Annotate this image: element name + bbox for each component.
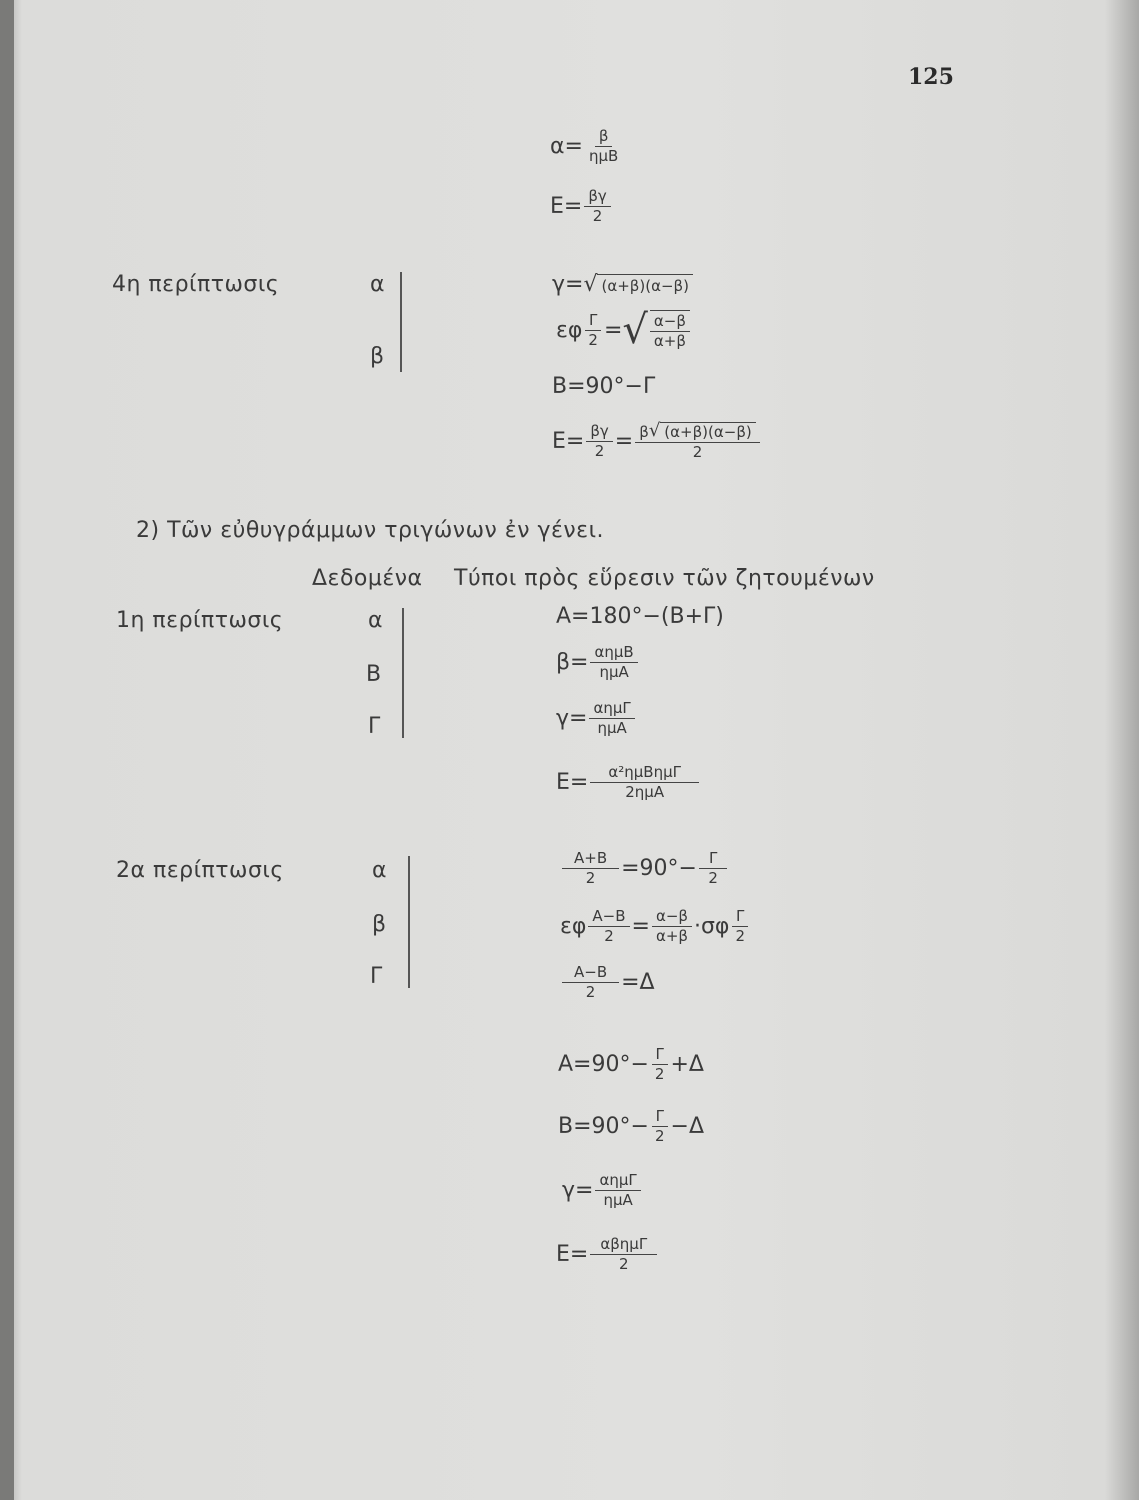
equals: = — [614, 429, 634, 454]
formula-area — [550, 188, 613, 225]
denominator: 2 — [585, 869, 596, 887]
fraction — [589, 700, 634, 737]
denominator: 2 — [735, 927, 745, 945]
numerator: αημΓ — [589, 700, 634, 719]
case2-half-diff — [560, 964, 655, 1001]
case4-given-1: α — [370, 272, 385, 297]
numerator: Α−Β — [588, 908, 629, 927]
denominator: ημΑ — [603, 1191, 633, 1209]
numerator — [635, 422, 760, 443]
case1-label: 1η περίπτωσις — [116, 608, 284, 633]
equals: = — [631, 914, 650, 939]
fraction — [590, 1236, 657, 1273]
formula-lhs: γ= — [556, 706, 588, 731]
formula-lhs: Ε= — [552, 429, 585, 454]
case2-half-sum — [560, 850, 729, 887]
numerator: Α+Β — [562, 850, 619, 869]
fraction — [650, 310, 690, 350]
numerator: α−β — [652, 908, 692, 927]
square-root: √ (α+β)(α−β) — [583, 274, 693, 296]
case4-tangent — [556, 307, 692, 353]
fraction — [595, 1172, 640, 1209]
case4-gamma — [552, 272, 693, 297]
denominator: 2 — [654, 1127, 665, 1145]
formula-lhs: β= — [556, 650, 589, 675]
case1-given-3: Γ — [368, 714, 381, 739]
fraction — [584, 188, 610, 225]
numerator: αβημΓ — [590, 1236, 657, 1255]
denominator: 2 — [654, 1065, 665, 1083]
denominator: 2 — [692, 443, 703, 461]
formula-middle: ·σφ — [694, 914, 730, 939]
denominator: 2 — [592, 207, 603, 225]
denominator: 2 — [588, 330, 598, 349]
case4-label: 4η περίπτωσις — [112, 272, 280, 297]
case2-area — [556, 1236, 659, 1273]
case2-label: 2α περίπτωσις — [116, 858, 284, 883]
denominator: 2 — [708, 869, 718, 887]
numerator: βγ — [584, 188, 610, 207]
radicand: (α+β)(α−β) — [597, 274, 692, 295]
numerator: αημΒ — [590, 644, 637, 663]
numerator: Γ — [652, 1108, 668, 1127]
page-number: 125 — [908, 64, 954, 90]
case4-B: Β=90°−Γ — [552, 374, 656, 399]
numerator: αημΓ — [595, 1172, 640, 1191]
fraction — [590, 644, 637, 681]
fraction — [562, 964, 619, 1001]
numerator: Α−Β — [562, 964, 619, 983]
case1-given-1: α — [368, 608, 383, 633]
formula-lhs: γ= — [552, 272, 584, 297]
case2-given-1: α — [372, 858, 387, 883]
case2-A — [558, 1046, 704, 1083]
fraction — [635, 422, 760, 461]
case2-given-3: Γ — [370, 964, 383, 989]
numerator: βγ — [586, 423, 612, 442]
fraction — [586, 423, 612, 460]
numerator: Γ — [699, 850, 727, 869]
case1-gamma — [556, 700, 637, 737]
given-divider — [400, 272, 402, 372]
denominator: α+β — [655, 927, 688, 945]
denominator: 2 — [594, 442, 605, 460]
fraction — [699, 850, 727, 887]
formula-middle: =90°− — [621, 856, 697, 881]
numerator: Γ — [732, 908, 748, 927]
numerator: Γ — [585, 312, 601, 331]
book-spine — [0, 0, 14, 1500]
formula-lhs: εφ — [560, 914, 587, 939]
case1-area — [556, 764, 701, 801]
given-divider — [402, 608, 404, 738]
numerator: β — [595, 128, 613, 147]
column-header-formulas: Τύποι πρὸς εὕρεσιν τῶν ζητουμένων — [454, 566, 875, 591]
formula-lhs: γ= — [562, 1178, 594, 1203]
formula-lhs: Α=90°− — [558, 1052, 649, 1077]
square-root: √ (α+β)(α−β) — [649, 422, 756, 441]
denominator: 2ημΑ — [625, 783, 665, 801]
case2-given-2: β — [372, 912, 387, 937]
given-divider — [408, 856, 410, 988]
denominator: ημΒ — [588, 147, 619, 165]
section-heading: 2) Τῶν εὐθυγράμμων τριγώνων ἐν γένει. — [136, 518, 605, 543]
case1-given-2: Β — [366, 662, 382, 687]
formula-lhs: Ε= — [550, 194, 583, 219]
formula-lhs: Β=90°− — [558, 1114, 649, 1139]
case4-area — [552, 422, 762, 461]
case1-beta — [556, 644, 640, 681]
radicand: (α+β)(α−β) — [660, 422, 755, 441]
formula-rhs: +Δ — [670, 1052, 704, 1077]
denominator: 2 — [604, 927, 614, 945]
formula-rhs: =Δ — [621, 970, 655, 995]
fraction — [651, 1108, 669, 1145]
equals: = — [603, 317, 623, 343]
fraction — [588, 908, 629, 945]
fraction — [651, 1046, 669, 1083]
denominator: ημΑ — [599, 663, 629, 681]
square-root: √ $\frac{\alpha-\beta}{\alpha+\beta}$ — [622, 310, 692, 350]
column-header-given: Δεδομένα — [312, 566, 423, 591]
case2-tangent-law — [560, 908, 751, 945]
numerator: Γ — [652, 1046, 668, 1065]
case2-gamma — [562, 1172, 643, 1209]
case4-given-2: β — [370, 344, 385, 369]
case2-B — [558, 1108, 704, 1145]
fraction — [562, 850, 619, 887]
fraction — [652, 908, 692, 945]
denominator: 2 — [585, 983, 596, 1001]
numerator: α²ημΒημΓ — [590, 764, 699, 783]
formula-alpha — [550, 128, 624, 165]
denominator: α+β — [653, 332, 686, 350]
numerator: α−β — [650, 313, 690, 332]
fraction — [590, 764, 699, 801]
fraction — [731, 908, 749, 945]
fraction — [585, 128, 622, 165]
formula-lhs: Ε= — [556, 1242, 589, 1267]
factor: β — [639, 423, 649, 441]
formula-lhs: α= — [550, 134, 583, 159]
formula-lhs: Ε= — [556, 770, 589, 795]
denominator: 2 — [619, 1255, 629, 1273]
formula-rhs: −Δ — [670, 1114, 704, 1139]
case1-A: Α=180°−(Β+Γ) — [556, 604, 724, 629]
formula-lhs: εφ — [556, 317, 583, 343]
denominator: ημΑ — [597, 719, 627, 737]
fraction — [584, 312, 602, 349]
